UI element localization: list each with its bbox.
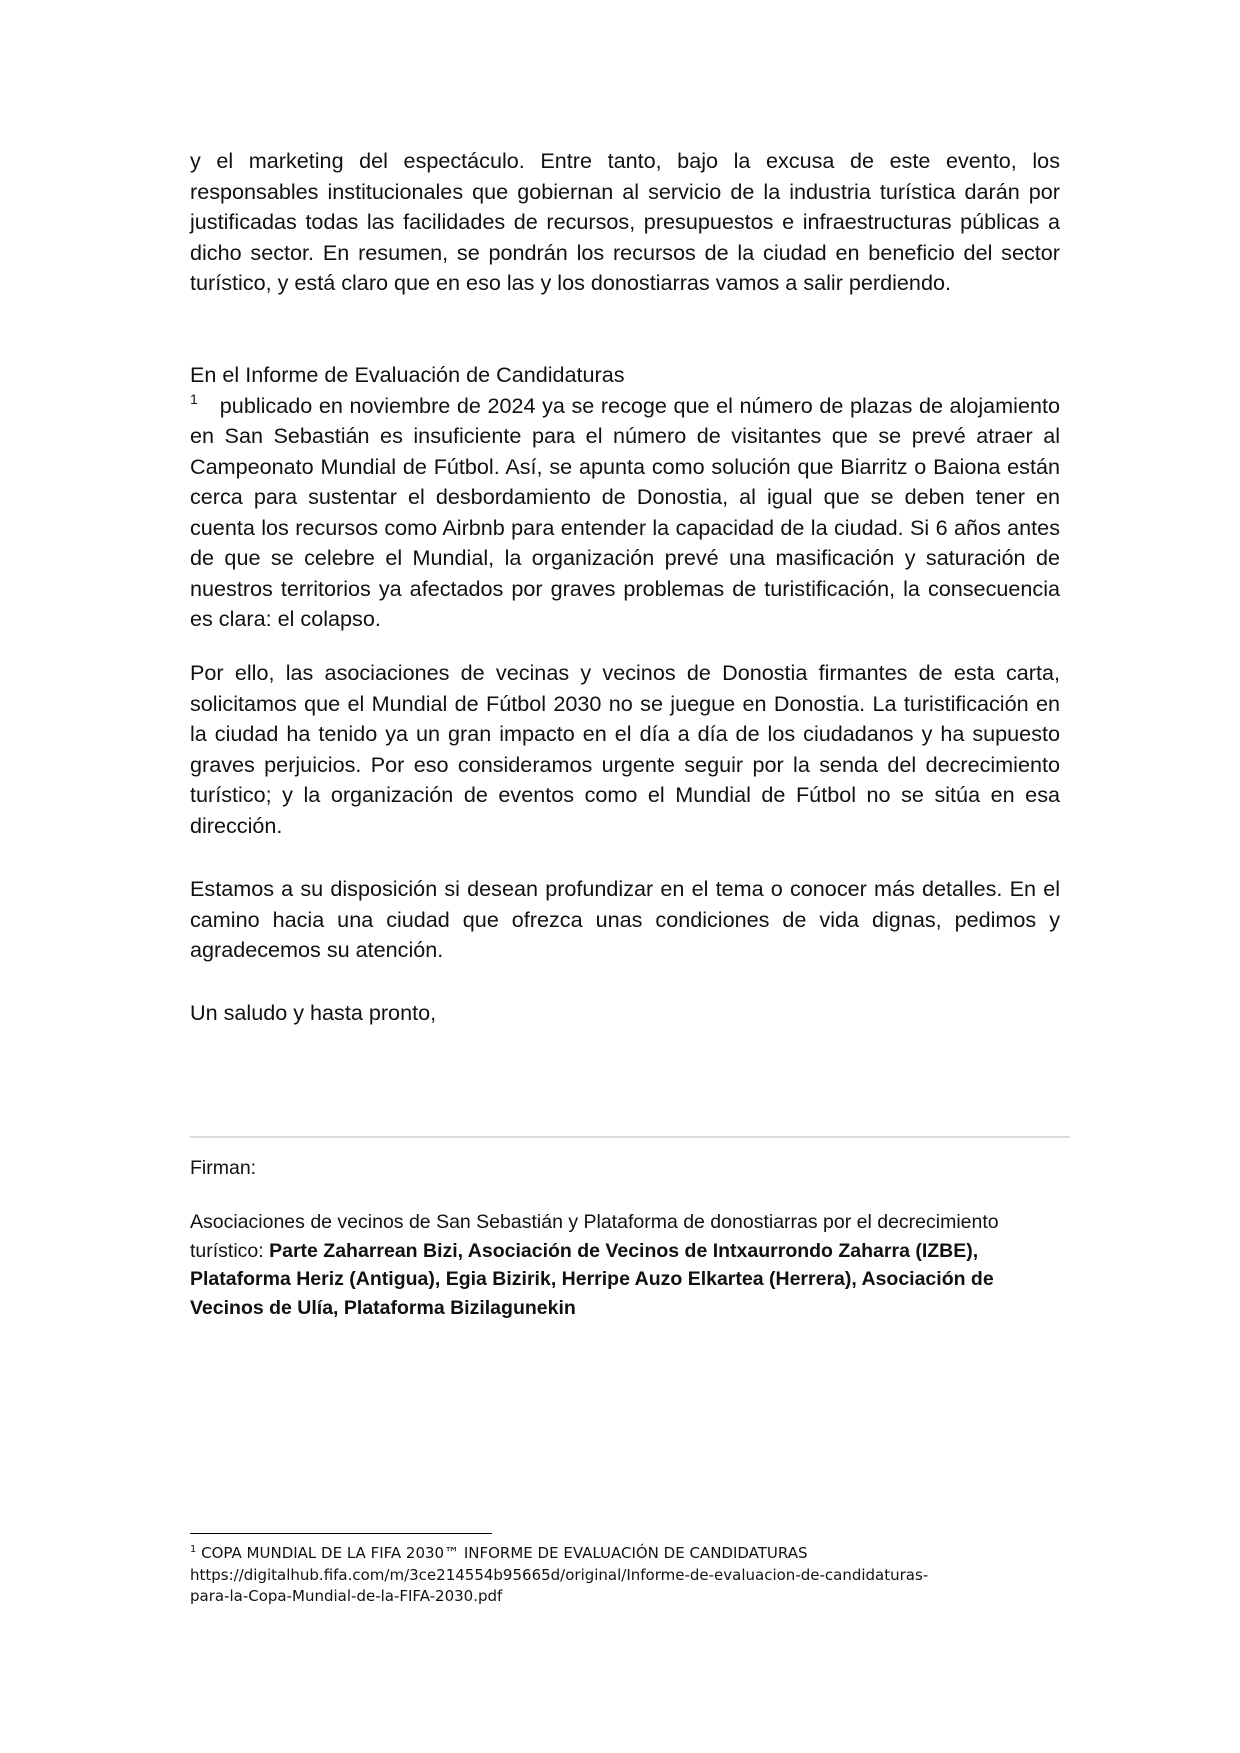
paragraph-2-body: [190, 391, 1060, 635]
paragraph-informe: [190, 360, 1060, 635]
signers-paragraph: [190, 1208, 1070, 1322]
footnote: [190, 1543, 1090, 1608]
footnote-url-line-2[interactable]: para-la-Copa-Mundial-de-la-FIFA-2030.pdf: [190, 1587, 503, 1605]
footnote-reference[interactable]: 1: [190, 391, 198, 408]
footnote-title-line: [190, 1543, 1090, 1565]
paragraph-2-lead: En el Informe de Evaluación de Candidaturas: [190, 362, 625, 387]
footnote-title: COPA MUNDIAL DE LA FIFA 2030™ INFORME DE EVALUACIÓN DE CANDIDATURAS: [201, 1544, 808, 1562]
paragraph-marketing: [190, 146, 1060, 299]
paragraph-2-text: publicado en noviembre de 2024 ya se recoge que el número de plazas de alojamiento en San Sebastián es insuficiente para el número de visitantes que se prevé atraer al Campeonato Mundial de Fútbol. Así, se apunta como solución que Biarritz o Baiona están cerca para sustentar el desbordamiento de Donostia, al igual que se deben tener en cuenta los recursos como Airbnb para entender la capacidad de la ciudad. Si 6 años antes de que se celebre el Mundial, la organización prevé una masificación y saturación de nuestros territorios ya afectados por graves problemas de turistificación, la consecuencia es clara: el colapso.: [190, 392, 1060, 631]
footnote-separator: [190, 1533, 492, 1534]
signers-list: [190, 1208, 1070, 1322]
footnote-url-line-1[interactable]: https://digitalhub.fifa.com/m/3ce214554b95665d/original/Informe-de-evaluacion-de-candidaturas-: [190, 1565, 929, 1584]
paragraph-3-text: Por ello, las asociaciones de vecinas y vecinos de Donostia firmantes de esta carta, solicitamos que el Mundial de Fútbol 2030 no se juegue en Donostia. La turistificación en la ciudad ha tenido ya un gran impacto en el día a día de los ciudadanos y ha supuesto graves perjuicios. Por eso consideramos urgente seguir por la senda del decrecimiento turístico; y la organización de eventos como el Mundial de Fútbol no se sitúa en esa dirección.: [190, 660, 1060, 838]
signers-intro: Asociaciones de vecinos de San Sebastián y Plataforma de donostiarras por el decrecimiento turístico:: [190, 1211, 999, 1262]
signers-names: Parte Zaharrean Bizi, Asociación de Vecinos de Intxaurrondo Zaharra (IZBE), Plataforma Heriz (Antigua), Egia Bizirik, Herripe Auzo Elkartea (Herrera), Asociación de Vecinos de Ulía, Plataforma Bizilagunekin: [190, 1239, 994, 1319]
closing: [190, 998, 1060, 1029]
paragraph-4-text: Estamos a su disposición si desean profundizar en el tema o conocer más detalles. En el camino hacia una ciudad que ofrezca unas condiciones de vida dignas, pedimos y agradecemos su atención.: [190, 876, 1060, 962]
signers-label: [190, 1154, 1070, 1183]
paragraph-disposicion: [190, 874, 1060, 966]
paragraph-1-text: y el marketing del espectáculo. Entre tanto, bajo la excusa de este evento, los responsables institucionales que gobiernan al servicio de la industria turística darán por justificadas todas las facilidades de recursos, presupuestos e infraestructuras públicas a dicho sector. En resumen, se pondrán los recursos de la ciudad en beneficio del sector turístico, y está claro que en eso las y los donostiarras vamos a salir perdiendo.: [190, 148, 1060, 295]
footnote-mark: 1: [190, 1544, 197, 1555]
closing-text: Un saludo y hasta pronto,: [190, 1000, 437, 1025]
signature-divider: [190, 1136, 1070, 1138]
signers-label-text: Firman:: [190, 1157, 257, 1179]
paragraph-solicitud: [190, 658, 1060, 841]
